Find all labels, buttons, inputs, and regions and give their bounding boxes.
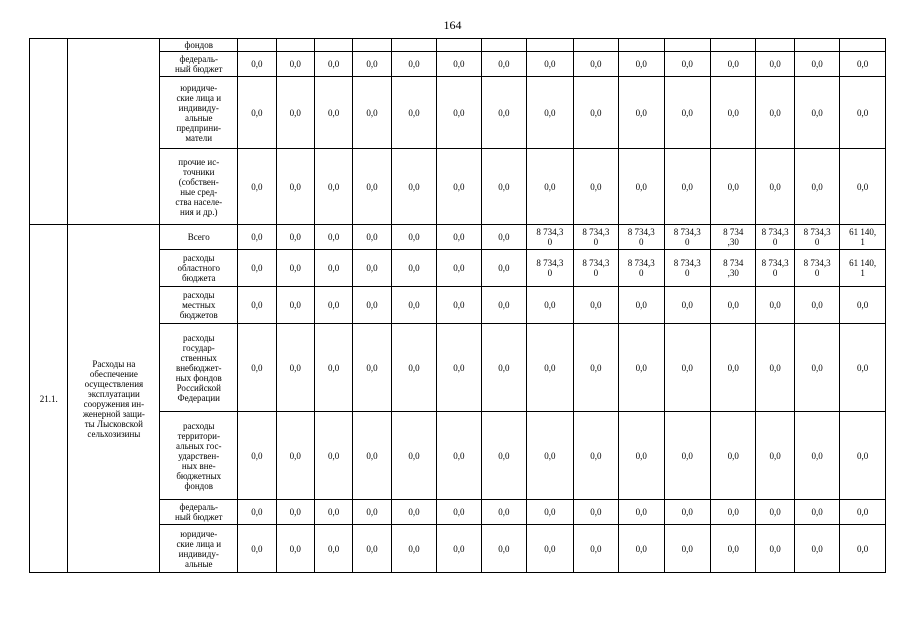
value-cell: 0,0	[481, 77, 526, 149]
value-cell: 0,0	[527, 500, 573, 525]
row-label: расходы территори- альных гос- ударствен- ных вне- бюджетных фондов	[160, 412, 238, 500]
value-cell: 0,0	[711, 52, 756, 77]
value-cell: 0,0	[276, 225, 314, 250]
value-cell	[238, 39, 276, 52]
value-cell: 0,0	[664, 52, 710, 77]
value-cell: 0,0	[527, 412, 573, 500]
value-cell: 0,0	[573, 500, 618, 525]
value-cell: 0,0	[314, 250, 352, 287]
value-cell: 0,0	[794, 287, 839, 324]
value-cell: 0,0	[756, 77, 794, 149]
value-cell: 0,0	[794, 149, 839, 225]
value-cell: 0,0	[794, 500, 839, 525]
section-index: 21.1.	[30, 225, 68, 573]
value-cell: 0,0	[437, 149, 481, 225]
value-cell: 0,0	[573, 324, 618, 412]
value-cell: 0,0	[391, 250, 436, 287]
value-cell: 0,0	[314, 225, 352, 250]
value-cell: 0,0	[276, 500, 314, 525]
value-cell: 0,0	[573, 77, 618, 149]
value-cell: 8 734 ,30	[711, 250, 756, 287]
value-cell: 0,0	[276, 287, 314, 324]
value-cell: 0,0	[756, 324, 794, 412]
value-cell	[794, 39, 839, 52]
value-cell: 0,0	[619, 412, 664, 500]
value-cell: 0,0	[756, 149, 794, 225]
value-cell: 0,0	[437, 500, 481, 525]
value-cell: 0,0	[711, 287, 756, 324]
value-cell: 8 734,3 0	[573, 225, 618, 250]
value-cell: 0,0	[481, 324, 526, 412]
value-cell: 0,0	[437, 77, 481, 149]
value-cell	[527, 39, 573, 52]
value-cell: 0,0	[840, 52, 886, 77]
row-label: расходы областного бюджета	[160, 250, 238, 287]
value-cell	[353, 39, 391, 52]
value-cell	[481, 39, 526, 52]
row-label: Всего	[160, 225, 238, 250]
value-cell: 0,0	[619, 324, 664, 412]
value-cell: 0,0	[527, 324, 573, 412]
value-cell: 0,0	[353, 250, 391, 287]
value-cell: 0,0	[756, 500, 794, 525]
value-cell: 0,0	[664, 500, 710, 525]
value-cell: 0,0	[391, 500, 436, 525]
row-label: фондов	[160, 39, 238, 52]
value-cell: 0,0	[314, 525, 352, 573]
row-label: федераль- ный бюджет	[160, 52, 238, 77]
value-cell: 0,0	[437, 525, 481, 573]
value-cell	[314, 39, 352, 52]
value-cell: 0,0	[481, 149, 526, 225]
value-cell: 0,0	[353, 225, 391, 250]
value-cell: 8 734,3 0	[527, 225, 573, 250]
value-cell: 0,0	[314, 287, 352, 324]
value-cell: 0,0	[664, 525, 710, 573]
value-cell: 0,0	[391, 324, 436, 412]
value-cell: 0,0	[756, 287, 794, 324]
value-cell: 0,0	[664, 149, 710, 225]
value-cell: 0,0	[353, 500, 391, 525]
value-cell: 0,0	[238, 52, 276, 77]
value-cell: 0,0	[314, 412, 352, 500]
value-cell: 0,0	[664, 77, 710, 149]
value-cell: 0,0	[353, 149, 391, 225]
value-cell: 0,0	[756, 525, 794, 573]
value-cell: 8 734,3 0	[573, 250, 618, 287]
value-cell: 0,0	[238, 287, 276, 324]
row-label: юридиче- ские лица и индивиду- альные предприни- матели	[160, 77, 238, 149]
value-cell	[664, 39, 710, 52]
value-cell: 0,0	[353, 525, 391, 573]
value-cell: 0,0	[527, 525, 573, 573]
value-cell: 0,0	[711, 525, 756, 573]
value-cell: 0,0	[756, 52, 794, 77]
value-cell: 61 140, 1	[840, 250, 886, 287]
value-cell: 0,0	[276, 412, 314, 500]
value-cell: 8 734,3 0	[756, 250, 794, 287]
value-cell: 0,0	[756, 412, 794, 500]
row-label: расходы государ- ственных внебюджет- ных фондов Российской Федерации	[160, 324, 238, 412]
value-cell: 61 140, 1	[840, 225, 886, 250]
value-cell: 8 734,3 0	[619, 250, 664, 287]
value-cell: 0,0	[481, 225, 526, 250]
value-cell: 0,0	[711, 77, 756, 149]
value-cell: 0,0	[619, 52, 664, 77]
row-label: расходы местных бюджетов	[160, 287, 238, 324]
value-cell: 0,0	[238, 250, 276, 287]
value-cell: 0,0	[437, 287, 481, 324]
value-cell: 0,0	[840, 324, 886, 412]
value-cell: 0,0	[481, 500, 526, 525]
value-cell: 0,0	[664, 287, 710, 324]
value-cell: 0,0	[840, 412, 886, 500]
value-cell: 0,0	[619, 500, 664, 525]
value-cell: 0,0	[238, 324, 276, 412]
value-cell: 8 734 ,30	[711, 225, 756, 250]
value-cell: 0,0	[238, 412, 276, 500]
value-cell: 8 734,3 0	[794, 225, 839, 250]
value-cell: 0,0	[481, 287, 526, 324]
value-cell: 0,0	[238, 525, 276, 573]
value-cell: 8 734,3 0	[794, 250, 839, 287]
table-row	[30, 39, 886, 52]
value-cell: 8 734,3 0	[527, 250, 573, 287]
value-cell: 0,0	[276, 250, 314, 287]
value-cell	[391, 39, 436, 52]
value-cell: 0,0	[353, 287, 391, 324]
value-cell: 0,0	[619, 525, 664, 573]
value-cell: 0,0	[527, 287, 573, 324]
value-cell: 0,0	[711, 500, 756, 525]
value-cell: 0,0	[481, 412, 526, 500]
value-cell: 0,0	[794, 52, 839, 77]
value-cell: 0,0	[391, 77, 436, 149]
value-cell: 0,0	[664, 324, 710, 412]
value-cell: 0,0	[437, 250, 481, 287]
value-cell: 0,0	[238, 149, 276, 225]
table-row	[30, 225, 886, 250]
value-cell: 0,0	[794, 77, 839, 149]
value-cell: 0,0	[314, 52, 352, 77]
value-cell: 0,0	[353, 412, 391, 500]
value-cell	[711, 39, 756, 52]
index-cell	[30, 39, 68, 225]
name-cell	[68, 39, 160, 225]
value-cell: 0,0	[276, 525, 314, 573]
value-cell: 8 734,3 0	[619, 225, 664, 250]
value-cell: 0,0	[314, 77, 352, 149]
value-cell: 0,0	[573, 412, 618, 500]
value-cell: 0,0	[840, 149, 886, 225]
value-cell	[619, 39, 664, 52]
value-cell: 0,0	[573, 149, 618, 225]
value-cell	[276, 39, 314, 52]
value-cell: 0,0	[840, 77, 886, 149]
value-cell: 0,0	[353, 52, 391, 77]
value-cell: 0,0	[314, 500, 352, 525]
value-cell: 0,0	[481, 250, 526, 287]
row-label: федераль- ный бюджет	[160, 500, 238, 525]
value-cell: 0,0	[276, 149, 314, 225]
value-cell: 0,0	[619, 149, 664, 225]
value-cell: 0,0	[437, 225, 481, 250]
value-cell: 0,0	[664, 412, 710, 500]
value-cell: 0,0	[437, 324, 481, 412]
value-cell	[573, 39, 618, 52]
value-cell: 0,0	[840, 525, 886, 573]
value-cell: 0,0	[276, 52, 314, 77]
value-cell: 0,0	[794, 525, 839, 573]
value-cell	[840, 39, 886, 52]
value-cell: 8 734,3 0	[756, 225, 794, 250]
value-cell: 0,0	[573, 52, 618, 77]
page-number: 164	[443, 18, 462, 32]
row-label: прочие ис- точники (собствен- ные сред- ства населе- ния и др.)	[160, 149, 238, 225]
value-cell: 0,0	[276, 324, 314, 412]
value-cell: 0,0	[391, 287, 436, 324]
value-cell	[437, 39, 481, 52]
value-cell: 0,0	[238, 77, 276, 149]
value-cell: 0,0	[391, 52, 436, 77]
value-cell: 0,0	[314, 324, 352, 412]
row-label: юридиче- ские лица и индивиду- альные	[160, 525, 238, 573]
value-cell: 0,0	[437, 52, 481, 77]
value-cell: 0,0	[711, 412, 756, 500]
value-cell: 0,0	[314, 149, 352, 225]
budget-table	[29, 38, 886, 573]
value-cell: 0,0	[391, 525, 436, 573]
value-cell: 0,0	[840, 287, 886, 324]
value-cell: 0,0	[573, 525, 618, 573]
value-cell: 0,0	[391, 225, 436, 250]
value-cell: 0,0	[391, 412, 436, 500]
value-cell: 0,0	[527, 77, 573, 149]
value-cell: 0,0	[573, 287, 618, 324]
value-cell	[756, 39, 794, 52]
value-cell: 0,0	[437, 412, 481, 500]
value-cell: 8 734,3 0	[664, 225, 710, 250]
value-cell: 0,0	[353, 324, 391, 412]
value-cell: 0,0	[276, 77, 314, 149]
value-cell: 0,0	[840, 500, 886, 525]
value-cell: 0,0	[527, 52, 573, 77]
value-cell: 0,0	[794, 412, 839, 500]
value-cell: 0,0	[711, 324, 756, 412]
value-cell: 0,0	[481, 525, 526, 573]
value-cell: 0,0	[353, 77, 391, 149]
value-cell: 0,0	[391, 149, 436, 225]
value-cell: 0,0	[619, 77, 664, 149]
value-cell: 0,0	[527, 149, 573, 225]
value-cell: 0,0	[794, 324, 839, 412]
section-name: Расходы на обеспечение осуществления эксплуатации сооружения ин- женерной защи- ты Лысковской сельхозизины	[68, 225, 160, 573]
value-cell: 0,0	[238, 500, 276, 525]
value-cell: 8 734,3 0	[664, 250, 710, 287]
value-cell: 0,0	[619, 287, 664, 324]
value-cell: 0,0	[481, 52, 526, 77]
value-cell: 0,0	[238, 225, 276, 250]
value-cell: 0,0	[711, 149, 756, 225]
